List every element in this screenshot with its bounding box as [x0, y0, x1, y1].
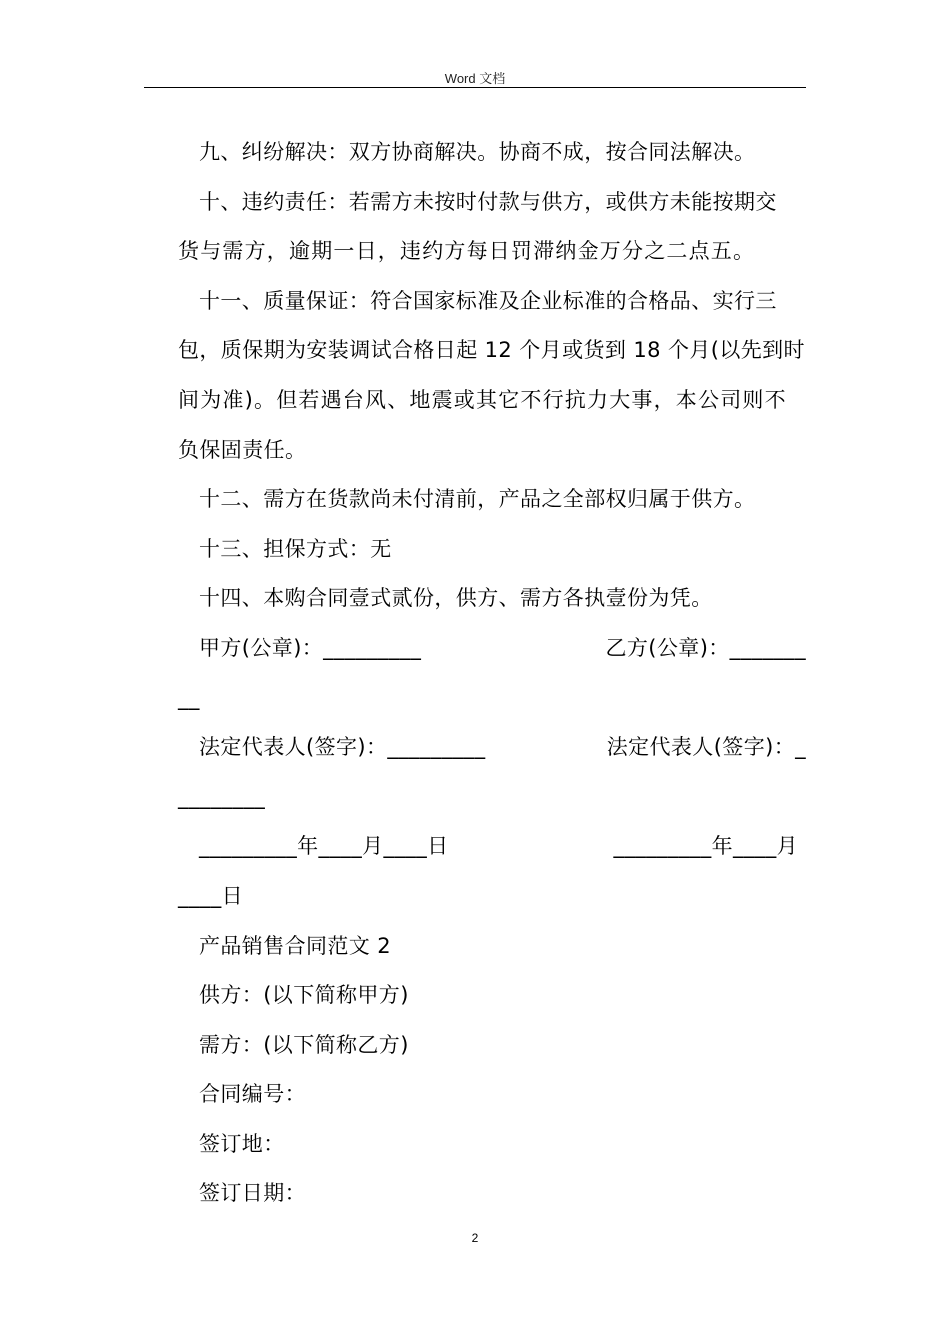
clause-13: 十三、担保方式：无 [199, 536, 392, 561]
clause-14: 十四、本购合同壹式贰份，供方、需方各执壹份为凭。 [199, 586, 713, 611]
page-header-label: Word 文档 [444, 71, 506, 86]
clause-10-line-2: 货与需方，逾期一日，违约方每日罚滞纳金万分之二点五。 [178, 239, 756, 264]
party-b-date-continued: ____日 [178, 883, 243, 908]
party-b-seal-continued: __ [178, 685, 200, 710]
contract-2-title: 产品销售合同范文 2 [199, 933, 392, 958]
party-a-representative: 法定代表人(签字)：_________ [199, 735, 486, 760]
party-a-seal: 甲方(公章)：_________ [199, 635, 422, 660]
clause-11-line-3: 间为准)。但若遇台风、地震或其它不行抗力大事，本公司则不 [178, 387, 787, 412]
party-b-seal: 乙方(公章)：_______ [605, 635, 806, 660]
clause-9: 九、纠纷解决：双方协商解决。协商不成，按合同法解决。 [199, 140, 756, 164]
clause-11-line-1: 十一、质量保证：符合国家标准及企业标准的合格品、实行三 [199, 288, 777, 313]
document-body [178, 128, 806, 1219]
representative-row [178, 723, 806, 773]
contract-number-line: 合同编号： [199, 1082, 306, 1107]
date-row [178, 822, 806, 872]
supplier-line: 供方：(以下简称甲方) [199, 983, 409, 1008]
signing-date-line: 签订日期： [199, 1181, 306, 1206]
clause-11-line-2: 包，质保期为安装调试合格日起 12 个月或货到 18 个月(以先到时 [178, 338, 805, 363]
header-rule [144, 87, 806, 88]
buyer-line: 需方：(以下简称乙方) [199, 1032, 409, 1057]
signing-place-line: 签订地： [199, 1131, 285, 1156]
clause-12: 十二、需方在货款尚未付清前，产品之全部权归属于供方。 [199, 487, 756, 512]
seal-row [178, 624, 806, 674]
party-a-date: _________年____月____日 [199, 834, 449, 859]
page-number: 2 [471, 1231, 479, 1245]
party-b-representative-continued: ________ [178, 784, 266, 809]
party-b-date: _________年____月 [613, 834, 798, 859]
clause-10-line-1: 十、违约责任：若需方未按时付款与供方，或供方未能按期交 [199, 189, 777, 214]
clause-11-line-4: 负保固责任。 [178, 437, 307, 462]
party-b-representative: 法定代表人(签字)：_ [606, 735, 806, 760]
